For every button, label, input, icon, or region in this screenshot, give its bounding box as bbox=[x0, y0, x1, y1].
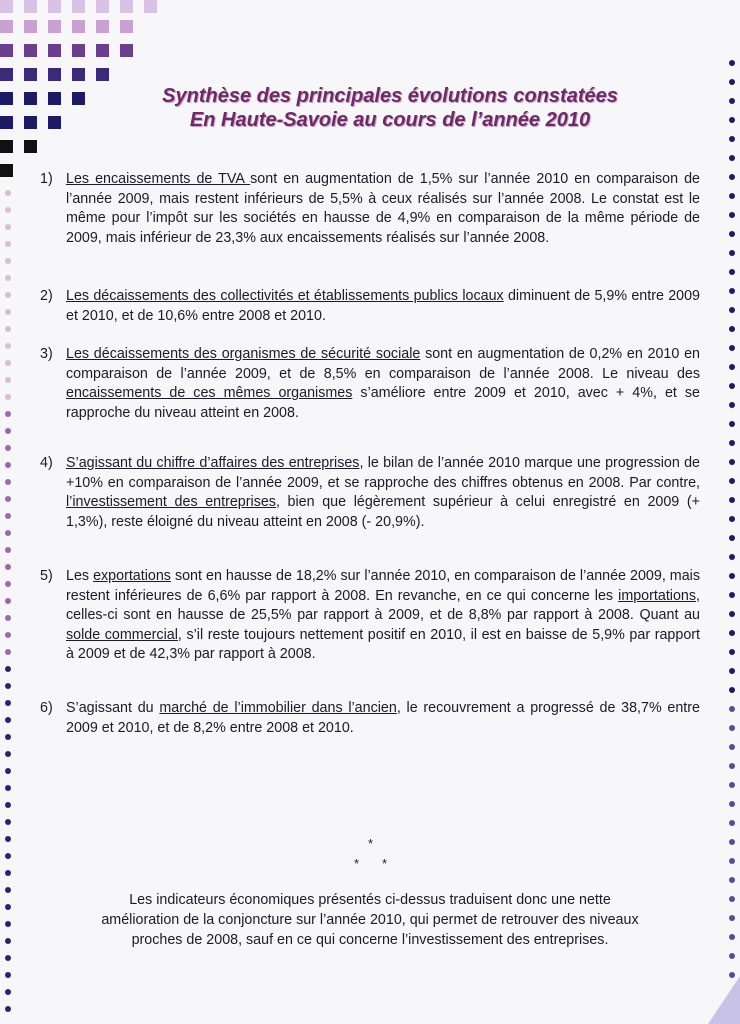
right-dot-border bbox=[726, 0, 738, 1024]
item-heading-2: l’investissement des entreprises bbox=[66, 494, 276, 511]
page-corner-decoration bbox=[708, 976, 740, 1024]
border-dot bbox=[729, 858, 735, 864]
border-dot bbox=[729, 497, 735, 503]
border-dot bbox=[5, 632, 11, 638]
item-text: sont en hausse de 18,2% sur l’année 2010, en comparaison de l’année 2009, mais restent inférieures de 6,6% par rapport à 2008. En revanche, en ce qui concerne les bbox=[66, 568, 700, 604]
item-number: 6) bbox=[40, 700, 53, 716]
decorative-square bbox=[72, 92, 85, 105]
border-dot bbox=[729, 934, 735, 940]
border-dot bbox=[729, 877, 735, 883]
border-dot bbox=[729, 402, 735, 408]
border-dot bbox=[729, 421, 735, 427]
border-dot bbox=[729, 744, 735, 750]
decorative-square bbox=[24, 92, 37, 105]
border-dot bbox=[729, 383, 735, 389]
border-dot bbox=[729, 326, 735, 332]
decorative-square bbox=[96, 44, 109, 57]
border-dot bbox=[5, 717, 11, 723]
item-heading: exportations bbox=[93, 568, 171, 584]
border-dot bbox=[5, 938, 11, 944]
item-heading: Les décaissements des organismes de sécurité sociale bbox=[66, 346, 421, 362]
border-dot bbox=[729, 288, 735, 294]
decorative-square bbox=[24, 116, 37, 129]
decorative-square bbox=[96, 0, 109, 13]
border-dot bbox=[5, 921, 11, 927]
decorative-square bbox=[120, 44, 133, 57]
border-dot bbox=[729, 839, 735, 845]
border-dot bbox=[729, 269, 735, 275]
border-dot bbox=[729, 117, 735, 123]
item-number: 2) bbox=[40, 288, 53, 304]
border-dot bbox=[729, 896, 735, 902]
border-dot bbox=[5, 292, 11, 298]
decorative-square bbox=[48, 20, 61, 33]
item-text: , le bilan de l’année 2010 marque une progression de +10% en comparaison de l’année 2009, et se rapproche des chiffres obtenus en 2008. Par contre, bbox=[66, 455, 700, 491]
item-text-3: , s’il reste toujours nettement positif en 2010, il est en baisse de 5,9% par rapport à 2009 et de 42,3% par rapport à 2008. bbox=[66, 626, 701, 663]
decorative-square bbox=[144, 0, 157, 13]
decorative-square bbox=[24, 140, 37, 153]
item-heading-2: importations bbox=[618, 587, 697, 604]
border-dot bbox=[5, 207, 11, 213]
border-dot bbox=[729, 231, 735, 237]
border-dot bbox=[5, 870, 11, 876]
border-dot bbox=[5, 394, 11, 400]
left-dot-border bbox=[2, 0, 14, 1024]
border-dot bbox=[5, 411, 11, 417]
border-dot bbox=[5, 309, 11, 315]
border-dot bbox=[729, 516, 735, 522]
item-text-2: , bien que légèrement supérieur à celui enregistré en 2009 (+ 1,3%), reste éloigné du niveau atteint en 2008 (- 20,9%). bbox=[66, 494, 700, 530]
border-dot bbox=[5, 479, 11, 485]
finding-1 bbox=[40, 170, 700, 248]
border-dot bbox=[5, 190, 11, 196]
border-dot bbox=[729, 611, 735, 617]
border-dot bbox=[5, 598, 11, 604]
border-dot bbox=[729, 573, 735, 579]
border-dot bbox=[729, 250, 735, 256]
separator-star: * bbox=[368, 836, 374, 851]
border-dot bbox=[729, 801, 735, 807]
border-dot bbox=[5, 377, 11, 383]
item-lead: S’agissant du bbox=[66, 700, 160, 716]
border-dot bbox=[5, 581, 11, 587]
item-text: sont en augmentation de 0,2% en 2010 en comparaison de l’année 2009, et de 8,5% en comparaison de l’année 2008. Le niveau des bbox=[66, 346, 700, 382]
separator-star: * bbox=[382, 856, 388, 871]
separator-star: * bbox=[354, 856, 360, 871]
border-dot bbox=[729, 174, 735, 180]
border-dot bbox=[729, 953, 735, 959]
border-dot bbox=[5, 802, 11, 808]
conclusion-paragraph bbox=[40, 890, 700, 950]
border-dot bbox=[5, 1006, 11, 1012]
decorative-square bbox=[24, 20, 37, 33]
decorative-square bbox=[48, 68, 61, 81]
border-dot bbox=[5, 955, 11, 961]
border-dot bbox=[5, 445, 11, 451]
border-dot bbox=[5, 751, 11, 757]
border-dot bbox=[5, 326, 11, 332]
title-line-2: En Haute-Savoie au cours de l’année 2010 bbox=[189, 109, 591, 131]
border-dot bbox=[5, 819, 11, 825]
decorative-square bbox=[24, 44, 37, 57]
conclusion-line-1: Les indicateurs économiques présentés ci-dessus traduisent donc une nette bbox=[129, 892, 611, 908]
border-dot bbox=[5, 275, 11, 281]
border-dot bbox=[5, 513, 11, 519]
item-text: , le recouvrement a progressé de 38,7% entre 2009 et 2010, et de 8,2% entre 2008 et 2010. bbox=[66, 700, 700, 736]
border-dot bbox=[729, 364, 735, 370]
decorative-square bbox=[72, 20, 85, 33]
decorative-square bbox=[72, 68, 85, 81]
decorative-square bbox=[96, 68, 109, 81]
border-dot bbox=[729, 193, 735, 199]
border-dot bbox=[729, 79, 735, 85]
item-number: 1) bbox=[40, 171, 53, 187]
border-dot bbox=[5, 683, 11, 689]
border-dot bbox=[5, 649, 11, 655]
finding-3 bbox=[40, 345, 700, 423]
border-dot bbox=[5, 360, 11, 366]
border-dot bbox=[729, 915, 735, 921]
item-text: diminuent de 5,9% entre 2009 et 2010, et de 10,6% entre 2008 et 2010. bbox=[66, 288, 700, 324]
decorative-square bbox=[48, 116, 61, 129]
border-dot bbox=[729, 630, 735, 636]
border-dot bbox=[5, 989, 11, 995]
item-text-2: s’améliore entre 2009 et 2010, avec + 4%, et se rapproche du niveau atteint en 2008. bbox=[66, 385, 700, 421]
border-dot bbox=[729, 725, 735, 731]
border-dot bbox=[729, 212, 735, 218]
item-heading-2: encaissements de ces mêmes organismes bbox=[66, 385, 353, 402]
decorative-square bbox=[24, 68, 37, 81]
decorative-square bbox=[24, 0, 37, 13]
finding-2 bbox=[40, 287, 700, 326]
decorative-square bbox=[120, 20, 133, 33]
border-dot bbox=[729, 60, 735, 66]
item-text: sont en augmentation de 1,5% sur l’année 2010 en comparaison de l’année 2009, mais restent inférieurs de 5,5% à ceux réalisés sur l’année 2008. Le constat est le même pour l’impôt sur les sociétés en hausse de 4,9% en comparaison de la même période de 2009, mais inférieur de 23,3% aux encaissements réalisés sur l’année 2008. bbox=[66, 171, 700, 246]
border-dot bbox=[729, 820, 735, 826]
border-dot bbox=[5, 734, 11, 740]
border-dot bbox=[5, 615, 11, 621]
item-number: 4) bbox=[40, 455, 53, 471]
border-dot bbox=[729, 668, 735, 674]
decorative-square bbox=[72, 44, 85, 57]
border-dot bbox=[5, 785, 11, 791]
decorative-square bbox=[72, 0, 85, 13]
border-dot bbox=[729, 155, 735, 161]
title-line-1: Synthèse des principales évolutions constatées bbox=[162, 85, 618, 107]
finding-4 bbox=[40, 454, 700, 532]
item-heading-3: solde commercial bbox=[66, 626, 178, 643]
border-dot bbox=[729, 535, 735, 541]
border-dot bbox=[729, 98, 735, 104]
decorative-square bbox=[96, 20, 109, 33]
border-dot bbox=[729, 706, 735, 712]
border-dot bbox=[729, 478, 735, 484]
finding-6 bbox=[40, 699, 700, 738]
decorative-square bbox=[48, 44, 61, 57]
border-dot bbox=[729, 592, 735, 598]
border-dot bbox=[729, 459, 735, 465]
border-dot bbox=[5, 972, 11, 978]
item-heading: marché de l’immobilier dans l’ancien bbox=[159, 700, 397, 716]
border-dot bbox=[5, 343, 11, 349]
separator-stars bbox=[340, 836, 400, 876]
decorative-square bbox=[48, 0, 61, 13]
border-dot bbox=[5, 768, 11, 774]
border-dot bbox=[5, 700, 11, 706]
border-dot bbox=[5, 547, 11, 553]
border-dot bbox=[5, 241, 11, 247]
border-dot bbox=[5, 258, 11, 264]
border-dot bbox=[729, 687, 735, 693]
border-dot bbox=[729, 763, 735, 769]
border-dot bbox=[5, 496, 11, 502]
decorative-square bbox=[120, 0, 133, 13]
item-number: 3) bbox=[40, 346, 53, 362]
border-dot bbox=[729, 307, 735, 313]
border-dot bbox=[5, 853, 11, 859]
border-dot bbox=[729, 649, 735, 655]
border-dot bbox=[729, 345, 735, 351]
border-dot bbox=[5, 836, 11, 842]
item-heading: S’agissant du chiffre d’affaires des entreprises bbox=[66, 455, 360, 471]
border-dot bbox=[5, 428, 11, 434]
document-title bbox=[110, 84, 670, 132]
item-number: 5) bbox=[40, 568, 53, 584]
conclusion-line-2: amélioration de la conjoncture sur l’année 2010, qui permet de retrouver des niveaux bbox=[101, 912, 639, 928]
border-dot bbox=[5, 530, 11, 536]
border-dot bbox=[5, 904, 11, 910]
item-text-2: , celles-ci sont en hausse de 25,5% par rapport à 2009, et de 8,8% par rapport à 2008. Quant au bbox=[66, 587, 700, 624]
conclusion-line-3: proches de 2008, sauf en ce qui concerne l’investissement des entreprises. bbox=[131, 932, 609, 948]
border-dot bbox=[729, 136, 735, 142]
border-dot bbox=[5, 224, 11, 230]
border-dot bbox=[5, 666, 11, 672]
border-dot bbox=[5, 887, 11, 893]
border-dot bbox=[729, 440, 735, 446]
finding-5 bbox=[40, 567, 700, 665]
border-dot bbox=[729, 782, 735, 788]
border-dot bbox=[729, 554, 735, 560]
border-dot bbox=[5, 564, 11, 570]
border-dot bbox=[5, 462, 11, 468]
item-lead: Les bbox=[66, 568, 94, 584]
item-heading: Les encaissements de TVA bbox=[66, 171, 251, 187]
decorative-square bbox=[48, 92, 61, 105]
item-heading: Les décaissements des collectivités et établissements publics locaux bbox=[66, 288, 504, 304]
